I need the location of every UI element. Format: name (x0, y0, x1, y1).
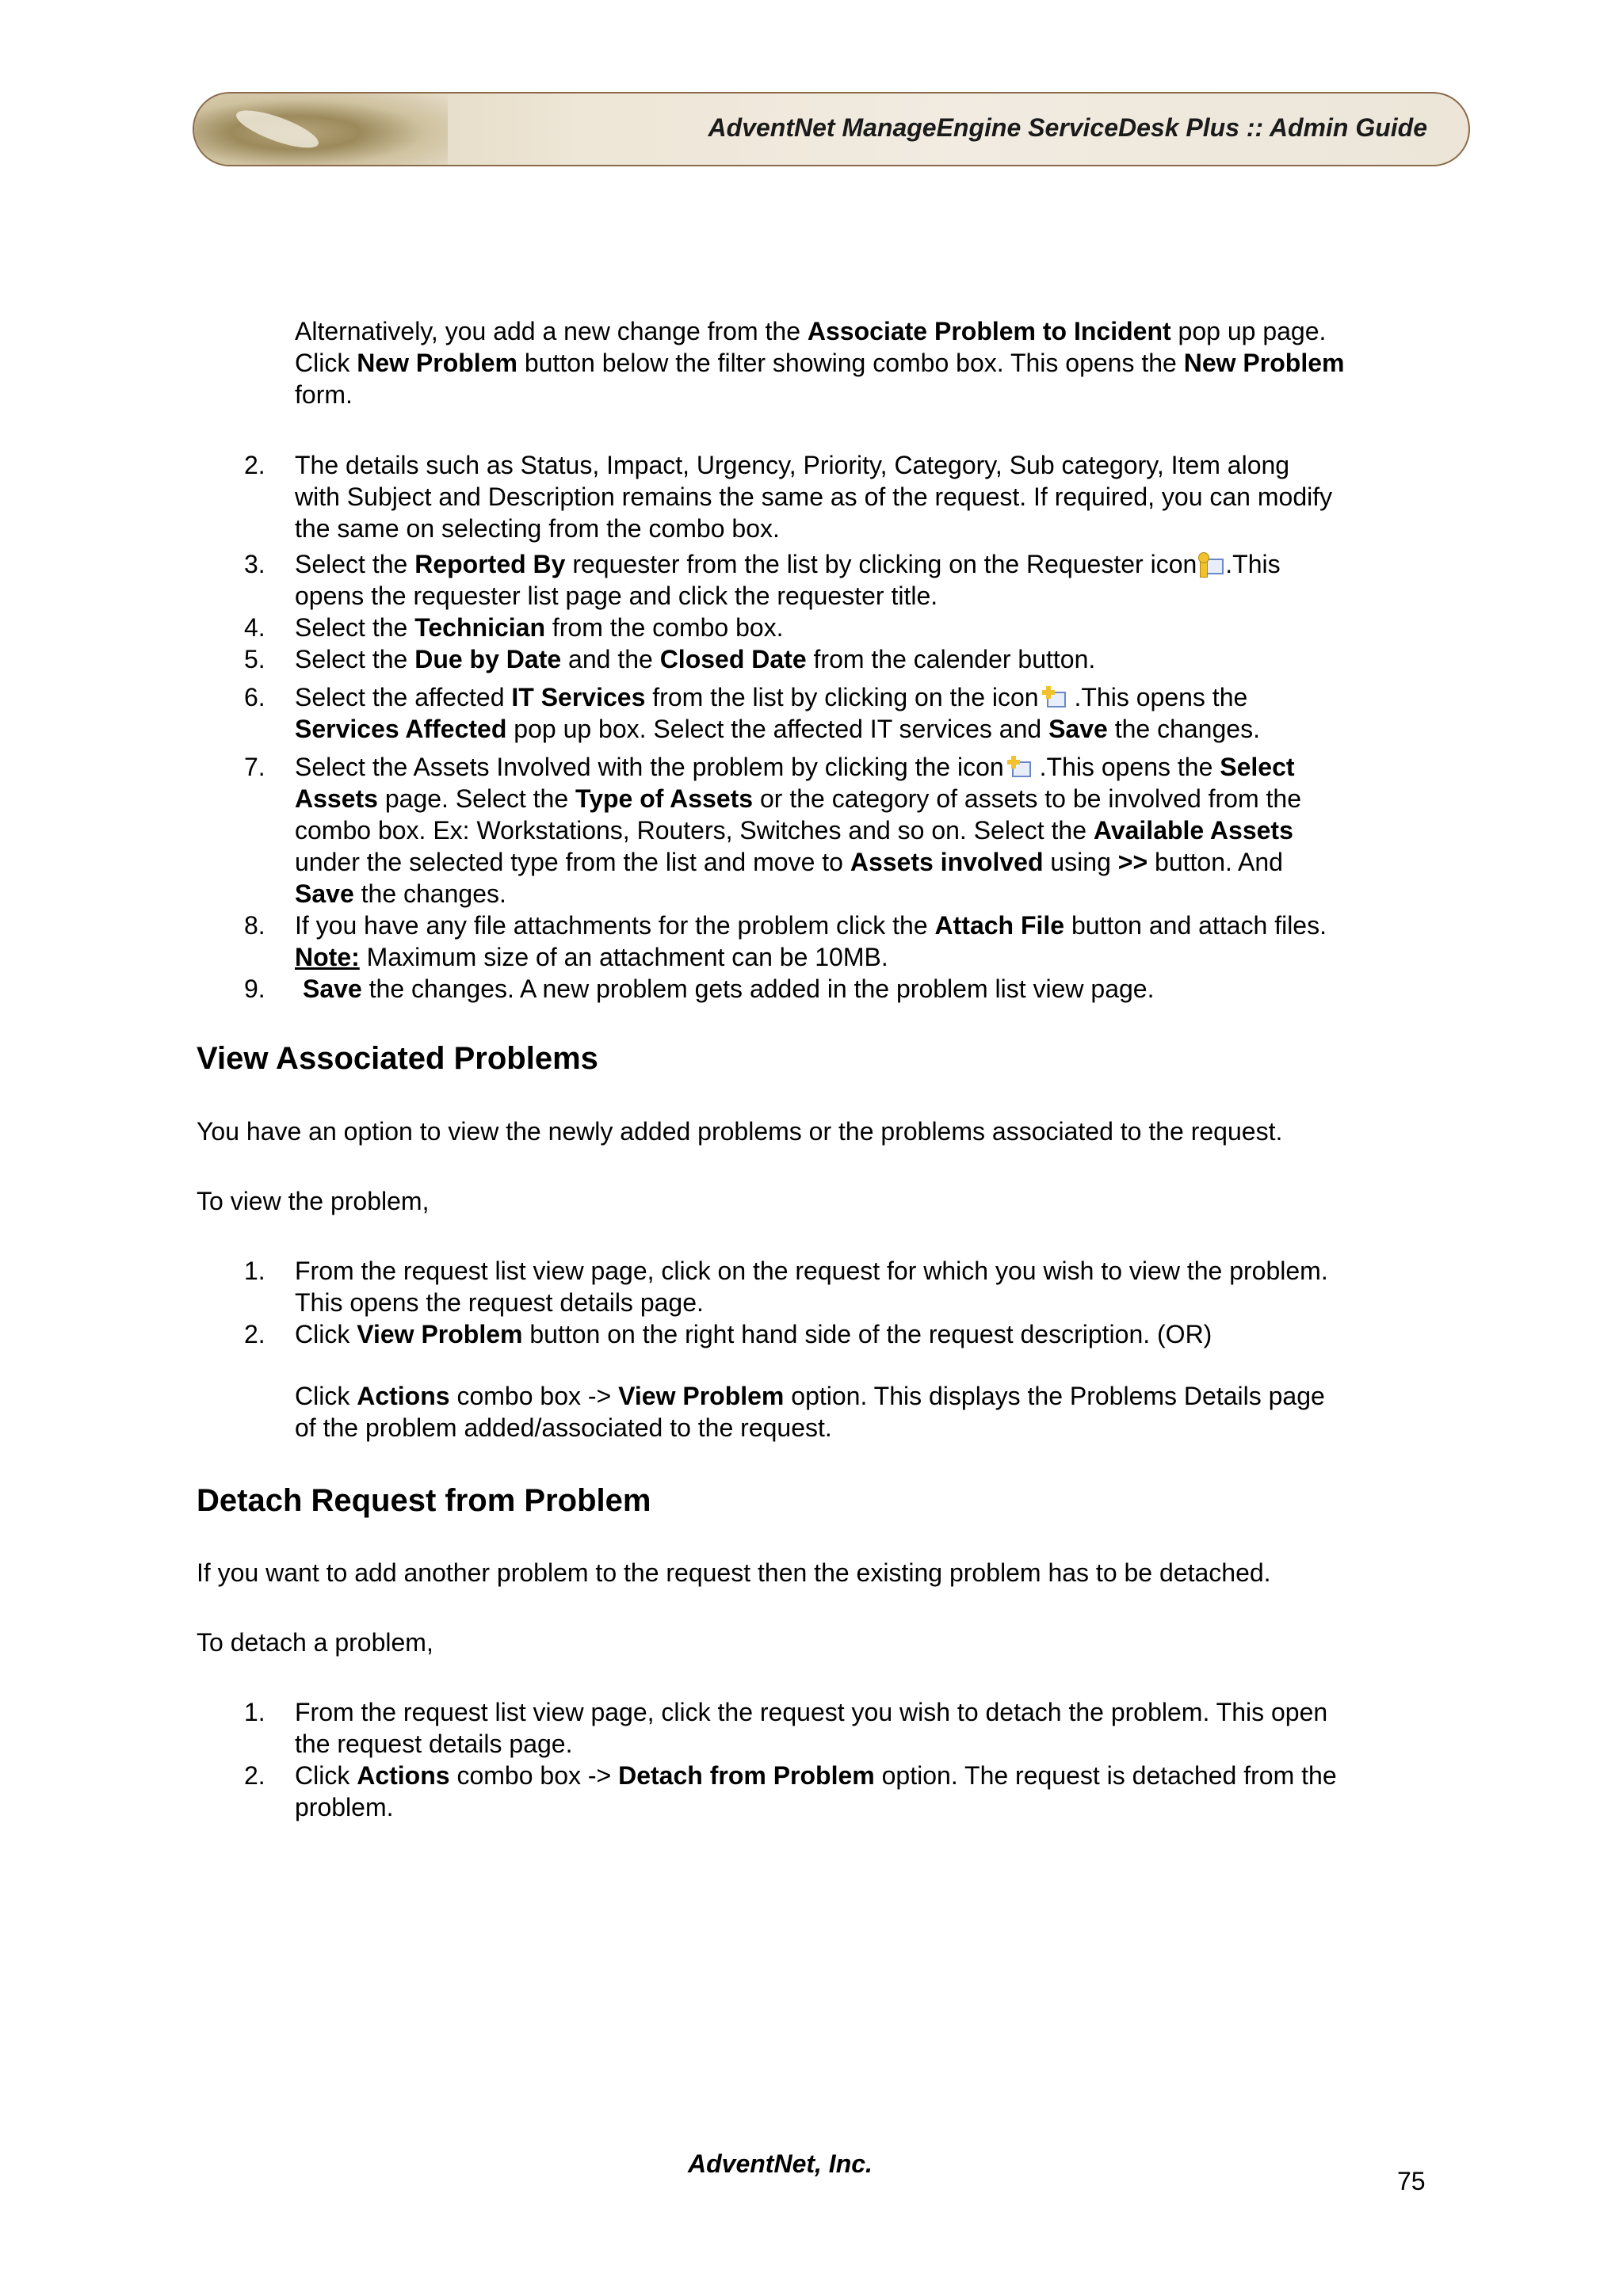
step-3-line-1 (295, 548, 1436, 580)
bold-text: Type of Assets (575, 784, 754, 813)
step-6-line-2 (295, 713, 1436, 745)
text: combo box -> (449, 1382, 619, 1410)
intro-line-3: form. (295, 380, 353, 409)
text: combo box. Ex: Workstations, Routers, Switches and so on. Select the (295, 816, 1094, 845)
view-paragraph-1: You have an option to view the newly added problems or the problems associated to the request. (197, 1117, 1283, 1146)
text: Select the Assets Involved with the problem by clicking the icon (295, 753, 1004, 781)
bold-text: New Problem (1183, 349, 1345, 377)
text: Click (295, 1382, 357, 1410)
section-heading-detach-request: Detach Request from Problem (197, 1483, 651, 1518)
text: button below the filter showing combo box. This opens the (517, 349, 1184, 377)
text: Select the (295, 550, 415, 578)
step-number: 2. (244, 1320, 265, 1348)
step-7-line-4 (295, 846, 1436, 878)
step-2-line-1: The details such as Status, Impact, Urgency, Priority, Category, Sub category, Item along (295, 451, 1290, 479)
text: pop up page. (1170, 317, 1327, 345)
text: .This (1225, 550, 1281, 578)
step-number: 2. (244, 1761, 265, 1790)
bold-text: Actions (357, 1761, 450, 1790)
view-step-2-line-3: of the problem added/associated to the request. (295, 1413, 832, 1442)
header-banner (193, 92, 1470, 166)
text: combo box -> (449, 1761, 619, 1790)
text: requester from the list by clicking on the Requester icon (565, 550, 1197, 578)
section-heading-view-associated-problems: View Associated Problems (197, 1041, 598, 1076)
text: Click (295, 349, 357, 377)
add-asset-icon (1004, 755, 1033, 779)
bold-text: Detach from Problem (618, 1761, 875, 1790)
step-number: 3. (244, 550, 265, 578)
bold-text: Associate Problem to Incident (807, 317, 1171, 345)
detach-step-2-line-1 (295, 1760, 1436, 1791)
bold-text: Available Assets (1093, 816, 1293, 845)
view-step-1-line-1: From the request list view page, click on the request for which you wish to view the problem. (295, 1257, 1328, 1285)
detach-paragraph-1: If you want to add another problem to the request then the existing problem has to be detached. (197, 1558, 1271, 1587)
text: Select the (295, 645, 415, 673)
step-6-line-1 (295, 681, 1436, 713)
note-label: Note: (295, 943, 360, 971)
bold-text: Due by Date (414, 645, 562, 673)
text: the changes. A new problem gets added in the problem list view page. (361, 974, 1155, 1003)
page-number: 75 (1397, 2167, 1426, 2195)
banner-artwork (194, 93, 448, 165)
step-number: 6. (244, 683, 265, 711)
text: under the selected type from the list and move to (295, 848, 850, 876)
text: Alternatively, you add a new change from the (295, 317, 808, 345)
view-step-1-line-2: This opens the request details page. (295, 1288, 704, 1317)
text: option. The request is detached from the (874, 1761, 1337, 1790)
step-5-line-1 (295, 643, 1436, 675)
bold-text: Save (303, 974, 362, 1003)
text: option. This displays the Problems Details page (784, 1382, 1325, 1410)
text: button and attach files. (1064, 911, 1327, 940)
step-4-line-1 (295, 612, 1436, 643)
text: .This opens the (1032, 753, 1220, 781)
step-7-line-5 (295, 878, 1436, 910)
text: .This opens the (1067, 683, 1248, 711)
document-title: AdventNet ManageEngine ServiceDesk Plus :: Admin Guide (708, 113, 1427, 142)
bold-text: Actions (357, 1382, 450, 1410)
bold-text: Services Affected (295, 715, 507, 743)
text: using (1043, 848, 1118, 876)
text: and the (561, 645, 660, 673)
view-step-2-line-2 (295, 1380, 1436, 1412)
bold-text: Save (295, 879, 354, 908)
bold-text: Closed Date (659, 645, 807, 673)
text: Maximum size of an attachment can be 10MB. (359, 943, 888, 971)
intro-line-1 (295, 315, 1436, 347)
step-8-line-2 (295, 941, 1436, 973)
step-9-line-1 (303, 973, 1444, 1005)
step-number: 1. (244, 1698, 265, 1726)
text: Click (295, 1320, 357, 1348)
bold-text: Assets involved (850, 848, 1044, 876)
text: or the category of assets to be involved from the (753, 784, 1301, 813)
step-2-line-3: the same on selecting from the combo box. (295, 514, 780, 543)
text: pop up box. Select the affected IT services and (506, 715, 1049, 743)
bold-text: >> (1117, 848, 1148, 876)
bold-text: Technician (414, 613, 545, 642)
requester-icon (1197, 552, 1225, 576)
text: the changes. (353, 879, 506, 908)
step-7-line-3 (295, 814, 1436, 846)
step-number: 5. (244, 645, 265, 673)
view-paragraph-2: To view the problem, (197, 1187, 430, 1215)
intro-line-2 (295, 347, 1436, 379)
bold-text: Select (1220, 753, 1295, 781)
bold-text: IT Services (511, 683, 646, 711)
step-3-line-2: opens the requester list page and click the requester title. (295, 582, 938, 610)
bold-text: Save (1048, 715, 1108, 743)
bold-text: View Problem (618, 1382, 785, 1410)
text: button. And (1148, 848, 1283, 876)
view-step-2-line-1 (295, 1318, 1436, 1350)
text: the changes. (1107, 715, 1260, 743)
bold-text: View Problem (357, 1320, 523, 1348)
bold-text: Attach File (934, 911, 1065, 940)
bold-text: Assets (295, 784, 378, 813)
detach-step-1-line-2: the request details page. (295, 1730, 573, 1758)
step-number: 7. (244, 753, 265, 781)
step-number: 2. (244, 451, 265, 479)
add-service-icon (1039, 685, 1067, 709)
step-number: 4. (244, 613, 265, 642)
detach-paragraph-2: To detach a problem, (197, 1628, 433, 1657)
text: from the combo box. (544, 613, 784, 642)
text: Select the affected (295, 683, 512, 711)
step-8-line-1 (295, 910, 1436, 941)
text: If you have any file attachments for the problem click the (295, 911, 935, 940)
text: from the list by clicking on the icon (645, 683, 1039, 711)
text: page. Select the (377, 784, 576, 813)
text: from the calender button. (806, 645, 1096, 673)
bold-text: Reported By (414, 550, 566, 578)
text: Click (295, 1761, 357, 1790)
step-7-line-2 (295, 783, 1436, 814)
step-number: 9. (244, 974, 265, 1003)
step-7-line-1 (295, 751, 1436, 783)
step-number: 8. (244, 911, 265, 940)
footer-company: AdventNet, Inc. (688, 2149, 873, 2178)
step-number: 1. (244, 1257, 265, 1285)
detach-step-2-line-2: problem. (295, 1793, 394, 1821)
step-2-line-2: with Subject and Description remains the same as of the request. If required, you can modify (295, 482, 1333, 511)
text: Select the (295, 613, 415, 642)
detach-step-1-line-1: From the request list view page, click the request you wish to detach the problem. This open (295, 1698, 1328, 1726)
bold-text: New Problem (357, 349, 517, 377)
text: button on the right hand side of the request description. (OR) (522, 1320, 1212, 1348)
